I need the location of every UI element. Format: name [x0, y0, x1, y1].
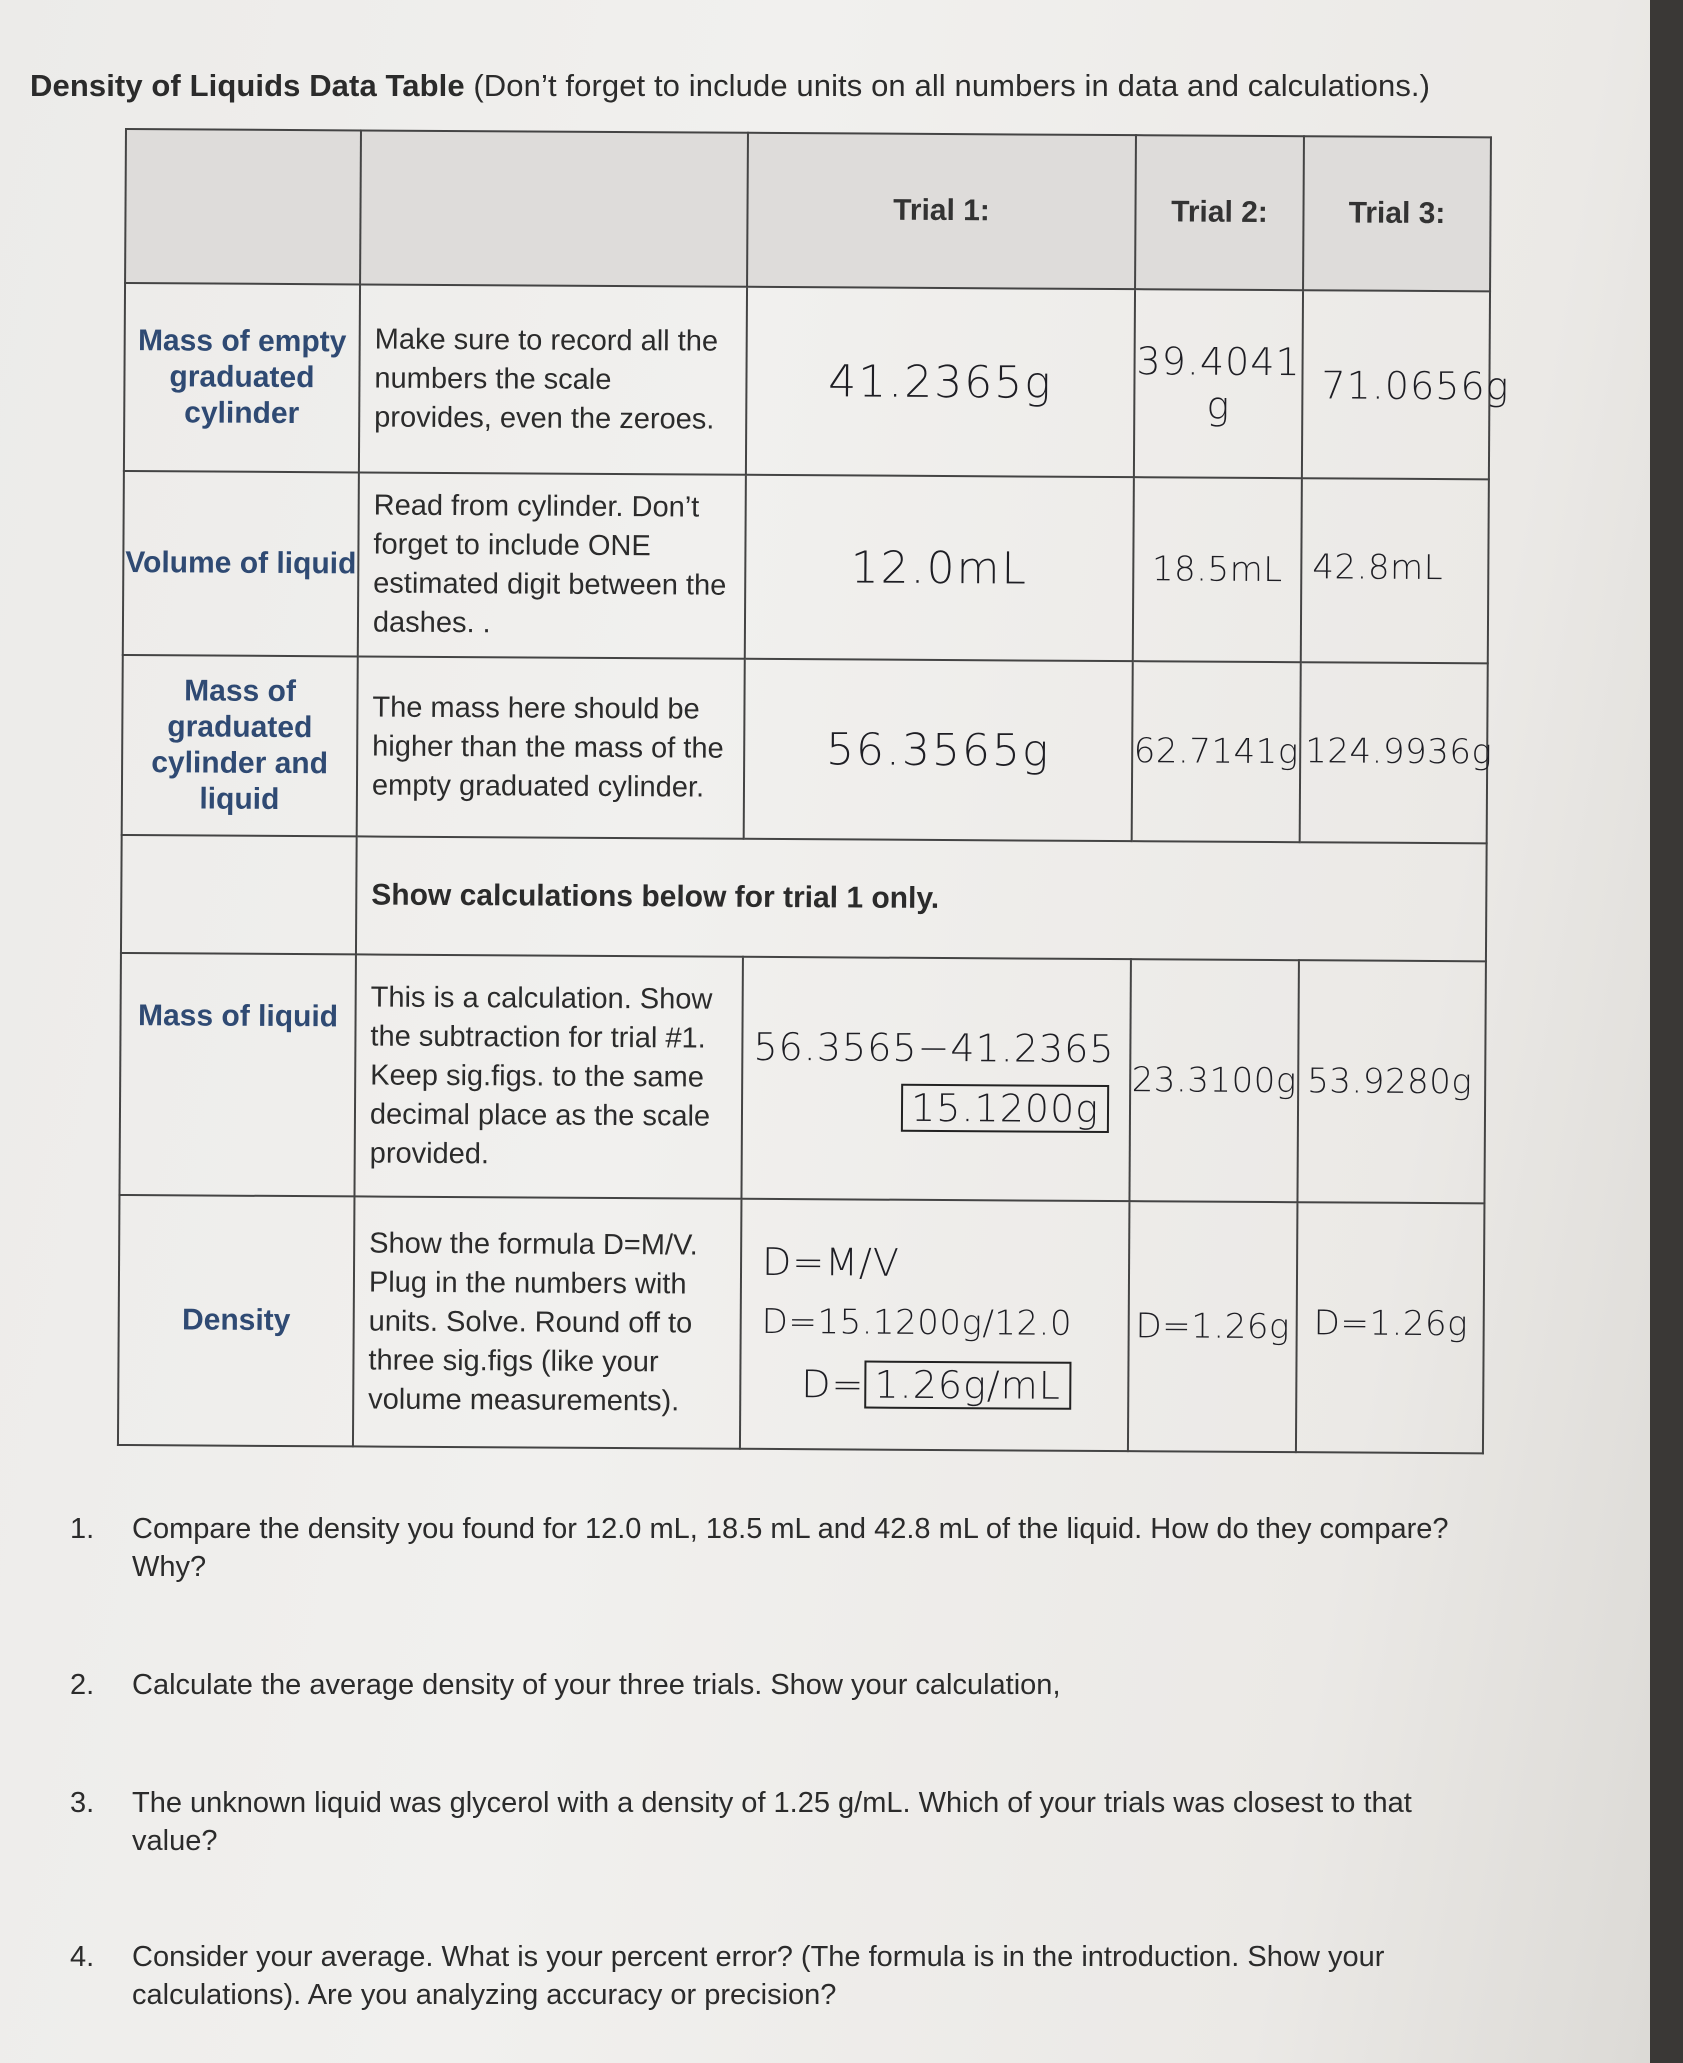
header-blank-1 — [125, 129, 361, 284]
handwritten-entry: D=1.26g — [1135, 1306, 1290, 1348]
header-blank-2 — [360, 130, 748, 286]
table-row-volume — [123, 471, 1489, 663]
trial-2-value — [1134, 289, 1303, 478]
handwritten-entry: 39.4041 — [1136, 339, 1301, 385]
density-data-table — [117, 128, 1510, 1454]
handwritten-entry: 41.2365g — [828, 355, 1053, 409]
trial-1-value — [741, 957, 1130, 1201]
title-bold: Density of Liquids Data Table — [30, 68, 465, 103]
row-instruction: This is a calculation. Show the subtraction for trial #1. Keep sig.figs. to the same decimal place as the scale provided. — [354, 954, 742, 1198]
handwritten-answer-prefix: D= — [801, 1362, 865, 1407]
handwritten-entry: 42.8mL — [1312, 547, 1444, 589]
handwritten-entry: D=1.26g — [1313, 1303, 1469, 1345]
trial-2-value — [1128, 1201, 1298, 1452]
row-label: Mass of empty graduated cylinder — [124, 283, 360, 472]
header-trial-3: Trial 3: — [1303, 136, 1491, 291]
handwritten-formula: D=M/V — [761, 1239, 900, 1285]
trial-3-value — [1301, 478, 1489, 663]
table-row-density — [118, 1195, 1485, 1453]
header-trial-1: Trial 1: — [747, 133, 1136, 289]
handwritten-entry-cont: g — [1206, 383, 1231, 428]
table-row-mass-of-liquid — [119, 953, 1485, 1203]
handwritten-entry: 56.3565g — [825, 723, 1051, 777]
trial-3-value — [1297, 960, 1485, 1203]
handwritten-entry: 53.9280g — [1307, 1061, 1473, 1103]
handwritten-entry: 12.0mL — [850, 541, 1029, 595]
trial-3-value — [1302, 290, 1510, 479]
row-label: Density — [118, 1195, 355, 1446]
question-number: 1. — [70, 1513, 95, 1545]
trial-3-value — [1300, 662, 1493, 843]
question-number: 2. — [70, 1669, 95, 1701]
trial-1-value — [744, 659, 1133, 841]
row-instruction: Read from cylinder. Don’t forget to include ONE estimated digit between the dashes. . — [358, 472, 746, 658]
question-text: Calculate the average density of your three trials. Show your calculation, — [132, 1669, 1061, 1701]
handwritten-entry: 62.7141g — [1133, 731, 1299, 773]
question-number: 4. — [70, 1941, 95, 1973]
handwritten-plug: D=15.1200g/12.0 — [761, 1301, 1073, 1344]
row-label: Mass of graduated cylinder and liquid — [122, 655, 358, 836]
row-label: Volume of liquid — [123, 471, 359, 656]
handwritten-entry: 124.9936g — [1305, 731, 1493, 773]
calc-note-row — [121, 835, 1487, 961]
question-text: The unknown liquid was glycerol with a density of 1.25 g/mL. Which of your trials was closest to that value? — [132, 1787, 1412, 1857]
question-number: 3. — [70, 1787, 95, 1819]
page-title — [30, 68, 1430, 104]
trial-2-value — [1129, 959, 1298, 1202]
row-label: Mass of liquid — [119, 953, 355, 1196]
trial-1-value — [746, 287, 1135, 477]
row-instruction: Make sure to record all the numbers the scale provides, even the zeroes. — [359, 284, 747, 474]
trial-1-value — [745, 475, 1134, 661]
handwritten-boxed-answer: 15.1200g — [901, 1084, 1109, 1133]
table-row-empty-cylinder-mass — [124, 283, 1490, 479]
header-trial-2: Trial 2: — [1135, 135, 1304, 290]
trial-1-value — [740, 1199, 1130, 1451]
handwritten-entry: 23.3100g — [1131, 1060, 1297, 1102]
trial-3-value — [1296, 1202, 1485, 1453]
calc-note: Show calculations below for trial 1 only. — [356, 836, 1487, 961]
calc-note-blank — [121, 835, 357, 954]
row-instruction: The mass here should be higher than the mass of the empty graduated cylinder. — [357, 656, 745, 838]
table-row-cylinder-and-liquid-mass — [122, 655, 1488, 843]
header-row — [125, 129, 1491, 291]
trial-2-value — [1132, 661, 1301, 842]
handwritten-entry: 18.5mL — [1151, 549, 1283, 591]
row-instruction: Show the formula D=M/V. Plug in the numbers with units. Solve. Round off to three sig.figs (like your volume measurements). — [353, 1196, 742, 1448]
density-answer-wrap — [761, 1360, 1127, 1410]
handwritten-boxed-answer: 1.26g/mL — [864, 1361, 1071, 1410]
handwritten-entry: 71.0656g — [1321, 363, 1510, 409]
question-text: Compare the density you found for 12.0 mL, 18.5 mL and 42.8 mL of the liquid. How do they compare? Why? — [132, 1513, 1449, 1583]
question-text: Consider your average. What is your percent error? (The formula is in the introduction. Show your calculations). Are you analyzing accuracy or precision? — [132, 1941, 1385, 2011]
handwritten-work: 56.3565−41.2365 — [753, 1024, 1115, 1072]
boxed-answer-wrap — [743, 1083, 1129, 1133]
title-note: (Don’t forget to include units on all numbers in data and calculations.) — [464, 68, 1431, 103]
trial-2-value — [1133, 477, 1302, 662]
